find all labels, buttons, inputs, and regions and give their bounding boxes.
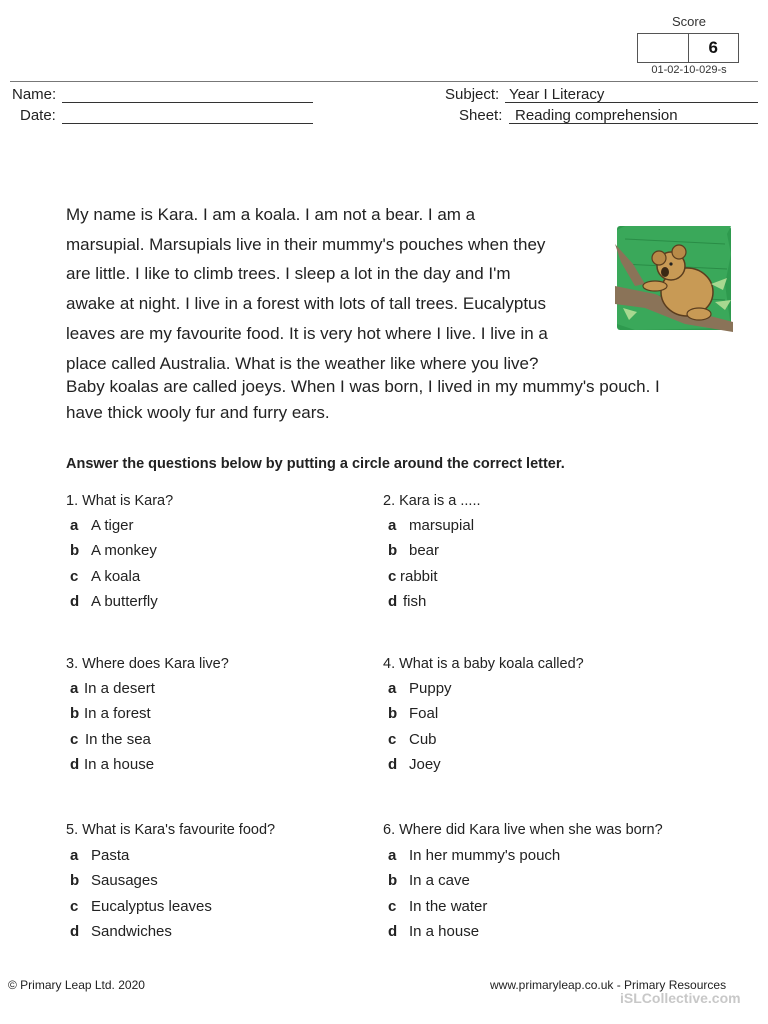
option-letter[interactable]: d (388, 923, 398, 940)
question-6: 6. Where did Kara live when she was born? (383, 822, 663, 838)
score-blank-cell (638, 34, 689, 62)
option-text: In a desert (84, 680, 155, 697)
option-letter[interactable]: d (388, 593, 398, 610)
option-letter[interactable]: a (388, 847, 397, 864)
sheet-line (509, 123, 758, 124)
score-box (637, 33, 739, 63)
sheet-label: Sheet: (459, 107, 503, 124)
question-4: 4. What is a baby koala called? (383, 656, 584, 672)
q4-option-c[interactable] (388, 731, 437, 748)
option-text: A koala (91, 568, 141, 585)
name-field-line[interactable] (62, 102, 313, 103)
passage-line: leaves are my favourite food. It is very hot where I live. I live in a (66, 324, 548, 343)
watermark-text: iSLCollective.com (620, 990, 741, 1006)
option-text: Sandwiches (91, 923, 172, 940)
option-text: In a house (409, 923, 480, 940)
worksheet-code: 01-02-10-029-s (651, 64, 727, 76)
q4-option-a[interactable] (388, 680, 452, 697)
question-2: 2. Kara is a ..... (383, 493, 481, 509)
q6-option-a[interactable] (388, 847, 560, 864)
option-letter[interactable]: b (388, 542, 398, 559)
option-text: Puppy (409, 680, 452, 697)
q1-option-b[interactable] (70, 542, 157, 559)
q2-option-c[interactable] (388, 568, 438, 585)
q3-option-c[interactable] (70, 731, 151, 748)
q2-option-a[interactable] (388, 517, 474, 534)
option-letter[interactable]: a (388, 680, 397, 697)
question-3: 3. Where does Kara live? (66, 656, 229, 672)
koala-illustration (615, 224, 733, 332)
option-text: fish (403, 593, 427, 610)
option-letter[interactable]: d (70, 923, 80, 940)
question-5: 5. What is Kara's favourite food? (66, 822, 276, 838)
option-letter[interactable]: b (70, 542, 80, 559)
option-text: bear (409, 542, 440, 559)
option-letter[interactable]: d (388, 756, 398, 773)
option-letter[interactable]: a (388, 517, 397, 534)
q6-option-d[interactable] (388, 923, 479, 940)
website-link[interactable]: www.primaryleap.co.uk - Primary Resources (490, 978, 727, 992)
option-letter[interactable]: a (70, 680, 79, 697)
subject-line (505, 102, 758, 103)
sheet-value: Reading comprehension (515, 107, 678, 124)
question-1: 1. What is Kara? (66, 493, 174, 509)
q3-option-b[interactable] (70, 705, 151, 722)
option-text: Eucalyptus leaves (91, 898, 212, 915)
option-letter[interactable]: c (70, 898, 79, 915)
date-label: Date: (20, 107, 56, 124)
option-text: A tiger (91, 517, 134, 534)
q6-option-c[interactable] (388, 898, 487, 915)
q5-option-a[interactable] (70, 847, 129, 864)
option-letter[interactable]: d (70, 593, 80, 610)
passage-line: awake at night. I live in a forest with lots of tall trees. Eucalyptus (66, 294, 547, 313)
option-text: Foal (409, 705, 439, 722)
option-letter[interactable]: c (70, 731, 79, 748)
subject-label: Subject: (445, 86, 500, 103)
q3-option-a[interactable] (70, 680, 155, 697)
option-text: A monkey (91, 542, 157, 559)
passage-line: have thick wooly fur and furry ears. (66, 403, 330, 422)
header-divider (10, 81, 758, 82)
option-text: In a cave (409, 872, 470, 889)
option-text: rabbit (400, 568, 438, 585)
option-letter[interactable]: c (388, 731, 397, 748)
copyright-text: © Primary Leap Ltd. 2020 (8, 978, 145, 992)
passage-line: marsupial. Marsupials live in their mummy's pouches when they (66, 235, 546, 254)
option-letter[interactable]: b (388, 872, 398, 889)
option-letter[interactable]: a (70, 847, 79, 864)
date-field-line[interactable] (62, 123, 313, 124)
instruction-text: Answer the questions below by putting a circle around the correct letter. (66, 456, 565, 472)
option-text: In a forest (84, 705, 151, 722)
q5-option-d[interactable] (70, 923, 172, 940)
passage-line: My name is Kara. I am a koala. I am not a bear. I am a (66, 205, 476, 224)
q1-option-d[interactable] (70, 593, 158, 610)
q5-option-c[interactable] (70, 898, 212, 915)
option-letter[interactable]: b (70, 705, 80, 722)
option-text: A butterfly (91, 593, 158, 610)
q4-option-d[interactable] (388, 756, 441, 773)
passage-line: Baby koalas are called joeys. When I was born, I lived in my mummy's pouch. I (66, 377, 660, 396)
option-letter[interactable]: c (388, 898, 397, 915)
score-value: 6 (708, 38, 718, 57)
option-text: In her mummy's pouch (409, 847, 561, 864)
option-letter[interactable]: c (388, 568, 397, 585)
q4-option-b[interactable] (388, 705, 438, 722)
option-letter[interactable]: b (388, 705, 398, 722)
option-letter[interactable]: b (70, 872, 80, 889)
option-text: Cub (409, 731, 437, 748)
q1-option-c[interactable] (70, 568, 140, 585)
option-text: In the water (409, 898, 488, 915)
option-text: In a house (84, 756, 155, 773)
passage-line: place called Australia. What is the weather like where you live? (66, 354, 539, 373)
subject-value: Year I Literacy (509, 86, 605, 103)
q2-option-d[interactable] (388, 593, 426, 610)
passage-line: are little. I like to climb trees. I sleep a lot in the day and I'm (66, 264, 511, 283)
q1-option-a[interactable] (70, 517, 134, 534)
option-letter[interactable]: a (70, 517, 79, 534)
score-label: Score (672, 14, 706, 29)
option-text: Joey (409, 756, 441, 773)
option-text: In the sea (85, 731, 151, 748)
option-letter[interactable]: d (70, 756, 80, 773)
option-text: Sausages (91, 872, 158, 889)
q6-option-b[interactable] (388, 872, 470, 889)
option-text: Pasta (91, 847, 130, 864)
option-letter[interactable]: c (70, 568, 79, 585)
q5-option-b[interactable] (70, 872, 158, 889)
q3-option-d[interactable] (70, 756, 154, 773)
name-label: Name: (12, 86, 57, 103)
option-text: marsupial (409, 517, 475, 534)
q2-option-b[interactable] (388, 542, 439, 559)
